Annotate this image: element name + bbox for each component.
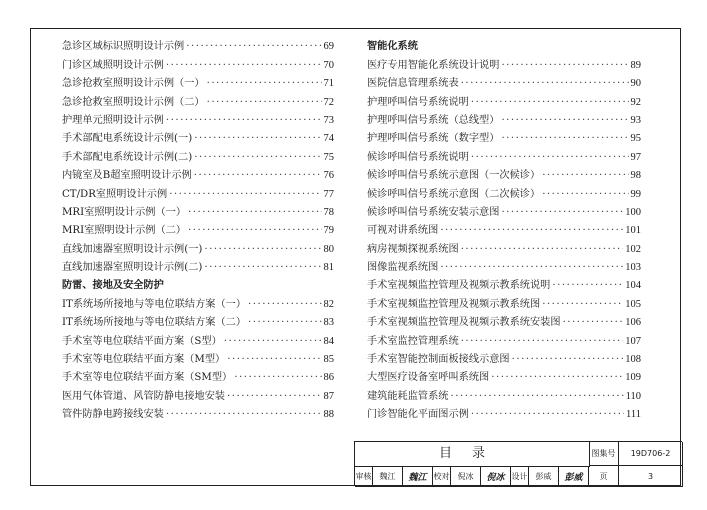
toc-entry	[62, 348, 334, 366]
dot-leader	[501, 133, 628, 145]
toc-entry	[367, 311, 641, 329]
toc-entry-title: 手术室视频监控管理及视频示教系统说明	[367, 280, 551, 292]
reviewer-label: 审核	[355, 466, 373, 487]
toc-entry-title: 候诊呼叫信号系统安装示意图	[367, 206, 500, 218]
toc-page-number: 98	[630, 170, 641, 182]
toc-page-number: 74	[323, 133, 334, 145]
dot-leader	[169, 189, 321, 201]
toc-page-number: 78	[323, 206, 334, 218]
toc-entry	[62, 109, 334, 127]
toc-entry	[62, 329, 334, 347]
dot-leader	[188, 225, 322, 237]
toc-entry-title: 护理单元照明设计示例	[62, 114, 164, 126]
toc-entry-title: 医疗专用智能化系统设计说明	[367, 59, 500, 71]
dot-leader	[461, 336, 624, 348]
toc-entry-title: 手术室智能控制面板接线示意图	[367, 354, 510, 366]
toc-entry	[62, 237, 334, 255]
dot-leader	[204, 244, 321, 256]
toc-entry	[62, 182, 334, 200]
dot-leader	[512, 354, 624, 366]
toc-entry-title: 急诊抢救室照明设计示例（二）	[62, 96, 205, 108]
dot-leader	[471, 152, 629, 164]
toc-entry	[367, 127, 641, 145]
toc-entry	[367, 109, 641, 127]
dot-leader	[194, 170, 322, 182]
toc-page-number: 80	[323, 243, 334, 255]
toc-entry-title: 管件防静电跨接线安装	[62, 409, 164, 421]
toc-entry	[367, 53, 641, 71]
dot-leader	[166, 60, 322, 72]
dot-leader	[440, 225, 623, 237]
toc-entry-title: 医用气体管道、风管防静电接地安装	[62, 390, 225, 402]
toc-entry-title: IT系统场所接地与等电位联结方案（二）	[62, 317, 247, 329]
toc-section-heading	[367, 35, 641, 53]
dot-leader	[461, 78, 629, 90]
dot-leader	[248, 299, 321, 311]
dot-leader	[207, 97, 322, 109]
toc-entry-title: MRI室照明设计示例（二）	[62, 225, 186, 237]
toc-entry	[62, 164, 334, 182]
toc-page-number: 69	[323, 41, 334, 53]
toc-entry	[367, 145, 641, 163]
toc-entry-title: 手术室等电位联结平面方案（S型）	[62, 335, 222, 347]
dot-leader	[166, 115, 322, 127]
designer-label: 设计	[511, 466, 529, 487]
toc-entry-title: 直线加速器室照明设计示例(一)	[62, 243, 203, 255]
designer-name: 彭威	[529, 466, 559, 487]
toc-entry-title: 智能化系统	[367, 41, 418, 53]
dot-leader	[440, 262, 623, 274]
toc-entry	[367, 329, 641, 347]
toc-entry-title: 内镜室及B超室照明设计示例	[62, 170, 192, 182]
toc-entry-title: 护理呼叫信号系统（总线型）	[367, 114, 500, 126]
toc-entry	[367, 274, 641, 292]
toc-entry-title: 急诊区域标识照明设计示例	[62, 41, 185, 53]
toc-page-number: 105	[625, 298, 641, 310]
toc-page-number: 107	[625, 335, 641, 347]
toc-entry	[367, 90, 641, 108]
toc-entry-title: 防雷、接地及安全防护	[62, 280, 164, 292]
dot-leader	[563, 317, 624, 329]
dot-leader	[471, 97, 629, 109]
toc-entry-title: CT/DR室照明设计示例	[62, 188, 168, 200]
toc-entry	[367, 72, 641, 90]
toc-entry-title: 门诊智能化平面图示例	[367, 409, 469, 421]
atlas-label: 图集号	[589, 442, 619, 466]
toc-page-number: 99	[630, 188, 641, 200]
toc-entry	[62, 311, 334, 329]
toc-entry-title: 医院信息管理系统表	[367, 78, 459, 90]
dot-leader	[542, 170, 628, 182]
toc-page-number: 90	[630, 78, 641, 90]
dot-leader	[186, 41, 321, 53]
dot-leader	[194, 133, 321, 145]
toc-page-number: 100	[625, 206, 641, 218]
toc-left-column	[62, 35, 334, 421]
toc-page-number: 79	[323, 225, 334, 237]
toc-page-number: 70	[323, 59, 334, 71]
toc-entry	[367, 182, 641, 200]
toc-entry	[62, 127, 334, 145]
toc-entry-title: 手术部配电系统设计示例(二)	[62, 151, 193, 163]
checker-signature: 倪冰	[481, 466, 511, 487]
dot-leader	[248, 317, 321, 329]
toc-entry	[62, 366, 334, 384]
reviewer-name: 魏江	[373, 466, 403, 487]
dot-leader	[234, 372, 321, 384]
toc-page-number: 88	[323, 409, 334, 421]
toc-entry	[367, 292, 641, 310]
toc-entry-title: 手术室视频监控管理及视频示教系统图	[367, 298, 541, 310]
checker-label: 校对	[433, 466, 451, 487]
toc-page-number: 103	[625, 262, 641, 274]
dot-leader	[542, 299, 623, 311]
page-label: 页	[589, 466, 619, 487]
toc-entry-title: IT系统场所接地与等电位联结方案（一）	[62, 298, 247, 310]
page-number: 3	[619, 466, 683, 487]
toc-entry-title: 病房视频探视系统图	[367, 243, 459, 255]
toc-page-number: 89	[630, 59, 641, 71]
title-block	[354, 441, 682, 486]
toc-entry	[62, 53, 334, 71]
toc-page-number: 84	[323, 335, 334, 347]
dot-leader	[451, 391, 624, 403]
toc-page-number: 97	[630, 151, 641, 163]
toc-entry-title: 门诊区域照明设计示例	[62, 59, 164, 71]
toc-entry-title: 候诊呼叫信号系统示意图（一次候诊）	[367, 170, 541, 182]
toc-entry	[367, 201, 641, 219]
toc-entry-title: 护理呼叫信号系统说明	[367, 96, 469, 108]
toc-entry-title: 建筑能耗监管系统	[367, 390, 449, 402]
document-title: 目录	[438, 446, 505, 461]
toc-right-column	[367, 35, 641, 421]
toc-page-number: 111	[626, 409, 641, 421]
dot-leader	[188, 207, 322, 219]
toc-entry	[62, 384, 334, 402]
dot-leader	[501, 207, 623, 219]
toc-page-number: 106	[625, 317, 641, 329]
toc-entry-title: 可视对讲系统图	[367, 225, 439, 237]
toc-entry	[62, 35, 334, 53]
dot-leader	[491, 372, 623, 384]
toc-page-number: 72	[323, 96, 334, 108]
toc-entry-title: 候诊呼叫信号系统示意图（二次候诊）	[367, 188, 541, 200]
dot-leader	[227, 391, 322, 403]
toc-page-number: 76	[323, 170, 334, 182]
dot-leader	[207, 78, 322, 90]
toc-entry	[367, 384, 641, 402]
toc-entry	[367, 366, 641, 384]
designer-signature: 彭威	[559, 466, 589, 487]
toc-page-number: 108	[625, 354, 641, 366]
toc-entry-title: 手术部配电系统设计示例(一)	[62, 133, 193, 145]
toc-entry-title: 急诊抢救室照明设计示例（一）	[62, 78, 205, 90]
dot-leader	[204, 262, 321, 274]
toc-entry	[62, 256, 334, 274]
toc-page-number: 102	[625, 243, 641, 255]
toc-page-number: 75	[323, 151, 334, 163]
toc-page-number: 73	[323, 114, 334, 126]
toc-entry	[62, 145, 334, 163]
toc-entry	[367, 164, 641, 182]
toc-page-number: 71	[323, 78, 334, 90]
dot-leader	[552, 280, 623, 292]
dot-leader	[227, 354, 321, 366]
toc-entry	[367, 237, 641, 255]
toc-page-number: 77	[323, 188, 334, 200]
toc-page-number: 110	[625, 390, 641, 402]
dot-leader	[542, 189, 628, 201]
toc-entry-title: MRI室照明设计示例（一）	[62, 206, 186, 218]
toc-entry-title: 图像监视系统图	[367, 262, 439, 274]
title-cell	[355, 442, 590, 467]
toc-entry-title: 候诊呼叫信号系统说明	[367, 151, 469, 163]
toc-entry-title: 直线加速器室照明设计示例(二)	[62, 262, 203, 274]
toc-entry	[62, 72, 334, 90]
toc-page-number: 86	[323, 372, 334, 384]
toc-entry	[367, 219, 641, 237]
toc-entry-title: 手术室等电位联结平面方案（SM型）	[62, 372, 233, 384]
atlas-number: 19D706-2	[619, 442, 683, 466]
toc-entry	[367, 256, 641, 274]
reviewer-signature: 魏江	[403, 466, 433, 487]
dot-leader	[501, 115, 628, 127]
toc-page-number: 93	[630, 114, 641, 126]
toc-entry	[62, 219, 334, 237]
toc-entry-title: 手术室监控管理系统	[367, 335, 459, 347]
dot-leader	[224, 336, 322, 348]
toc-entry	[62, 403, 334, 421]
dot-leader	[501, 60, 628, 72]
dot-leader	[166, 409, 322, 421]
toc-entry-title: 手术室视频监控管理及视频示教系统安装图	[367, 317, 561, 329]
toc-entry-title: 大型医疗设备室呼叫系统图	[367, 372, 490, 384]
toc-page-number: 92	[630, 96, 641, 108]
dot-leader	[471, 409, 624, 421]
toc-entry-title: 手术室等电位联结平面方案（M型）	[62, 354, 226, 366]
toc-entry	[367, 348, 641, 366]
toc-page-number: 87	[323, 390, 334, 402]
toc-entry	[367, 403, 641, 421]
toc-entry	[62, 292, 334, 310]
toc-page-number: 95	[630, 133, 641, 145]
toc-page-number: 104	[625, 280, 641, 292]
toc-page-number: 109	[625, 372, 641, 384]
toc-page-number: 85	[323, 354, 334, 366]
toc-entry	[62, 201, 334, 219]
toc-entry-title: 护理呼叫信号系统（数字型）	[367, 133, 500, 145]
toc-section-heading	[62, 274, 334, 292]
toc-page-number: 82	[323, 298, 334, 310]
dot-leader	[194, 152, 321, 164]
toc-page-number: 81	[323, 262, 334, 274]
dot-leader	[461, 244, 624, 256]
checker-name: 倪冰	[451, 466, 481, 487]
toc-page-number: 101	[625, 225, 641, 237]
toc-page-number: 83	[323, 317, 334, 329]
toc-entry	[62, 90, 334, 108]
